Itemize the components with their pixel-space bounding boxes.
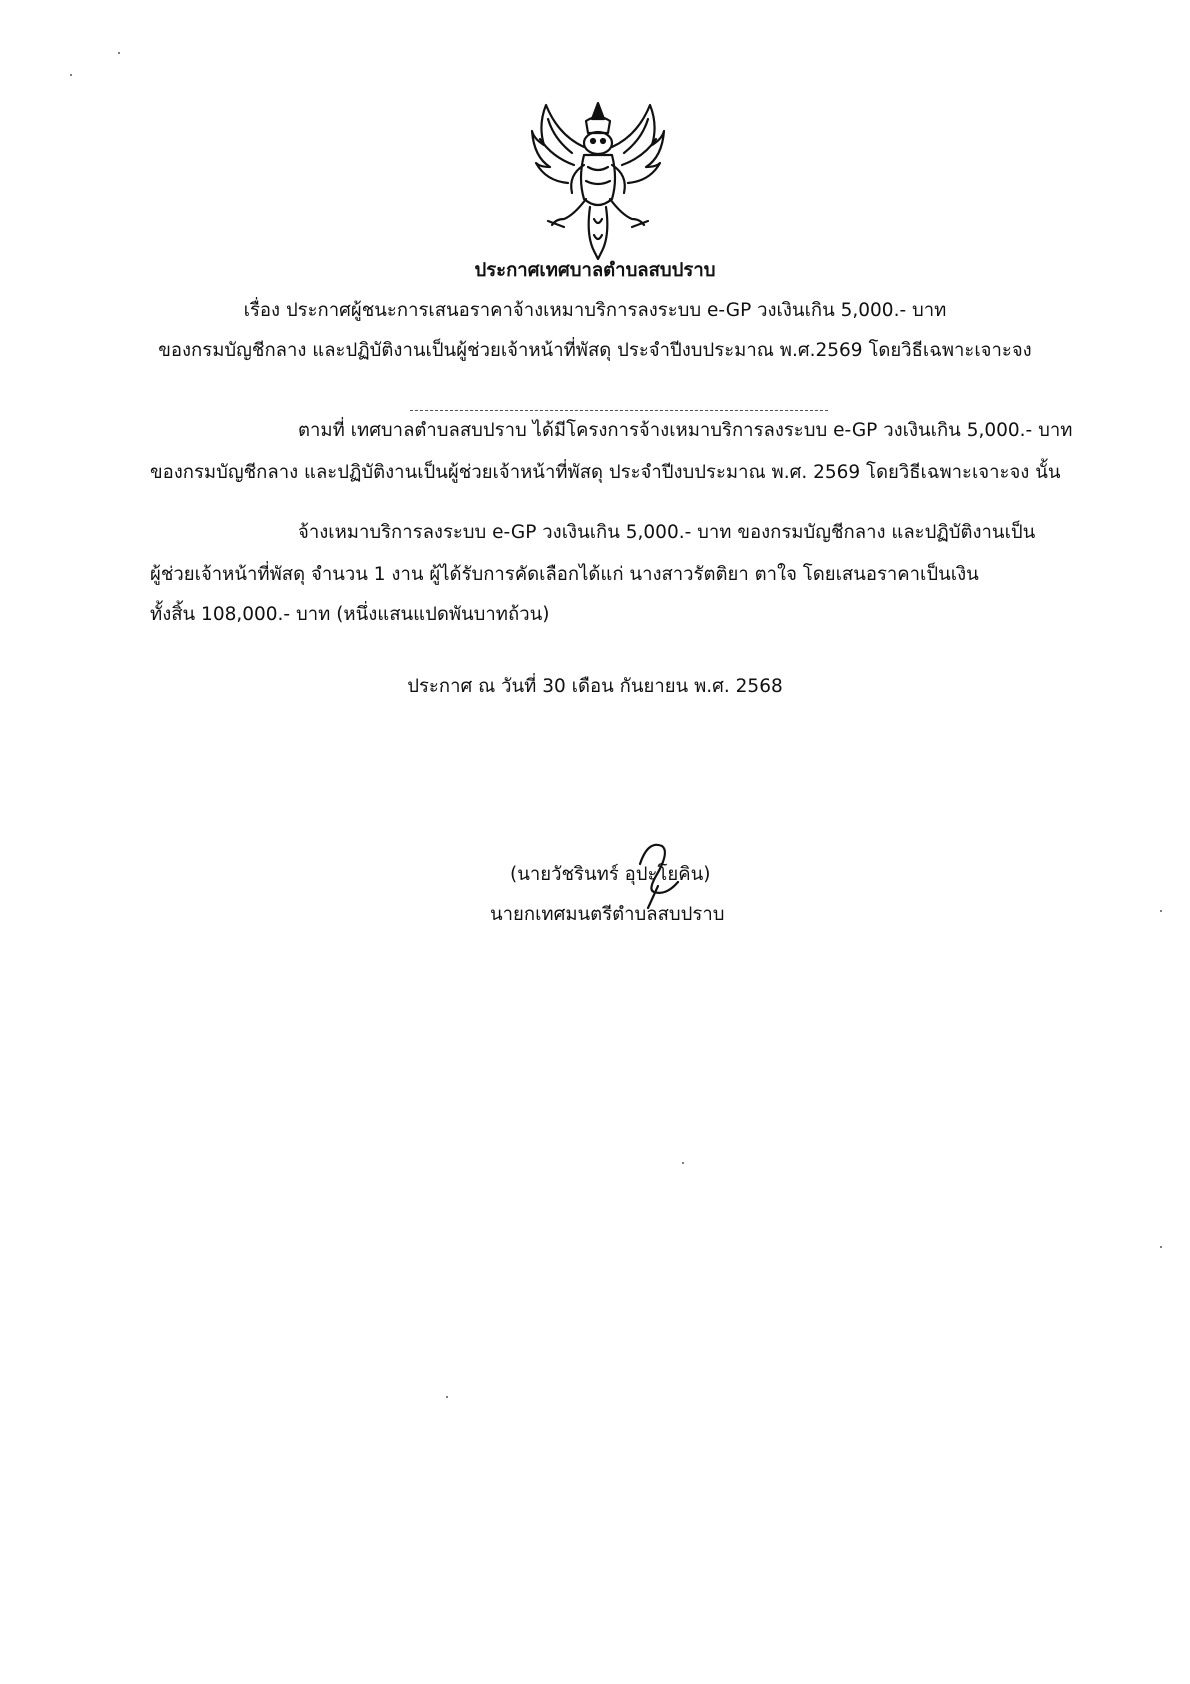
paragraph-1-line-1: ตามที่ เทศบาลตำบลสบปราบ ได้มีโครงการจ้างเหมาบริการลงระบบ e-GP วงเงินเกิน 5,000.- บาท <box>298 420 1073 441</box>
paragraph-2-line-3: ทั้งสิ้น 108,000.- บาท (หนึ่งแสนแปดพันบาทถ้วน) <box>150 604 550 625</box>
announcement-title: ประกาศเทศบาลตำบลสบปราบ <box>474 260 716 281</box>
signer-name: (นายวัชรินทร์ อุปะโยคิน) <box>510 864 711 885</box>
scan-speck <box>1160 910 1162 912</box>
scan-speck <box>1160 1246 1162 1248</box>
scan-speck <box>70 74 72 76</box>
paragraph-2-line-2: ผู้ช่วยเจ้าหน้าที่พัสดุ จำนวน 1 งาน ผู้ได้รับการคัดเลือกได้แก่ นางสาวรัตติยา ตาใจ โดยเสนอราคาเป็นเงิน <box>150 564 979 585</box>
scan-speck <box>446 1396 448 1398</box>
signer-position: นายกเทศมนตรีตำบลสบปราบ <box>490 904 725 925</box>
divider-line <box>410 410 828 411</box>
garuda-emblem-icon <box>528 95 668 263</box>
subject-line-1: เรื่อง ประกาศผู้ชนะการเสนอราคาจ้างเหมาบริการลงระบบ e-GP วงเงินเกิน 5,000.- บาท <box>243 300 947 321</box>
subject-line-2: ของกรมบัญชีกลาง และปฏิบัติงานเป็นผู้ช่วยเจ้าหน้าที่พัสดุ ประจำปีงบประมาณ พ.ศ.2569 โดยวิธีเฉพาะเจาะจง <box>158 340 1032 361</box>
paragraph-2-line-1: จ้างเหมาบริการลงระบบ e-GP วงเงินเกิน 5,000.- บาท ของกรมบัญชีกลาง และปฏิบัติงานเป็น <box>298 522 1036 543</box>
scan-speck <box>118 52 120 54</box>
announcement-date: ประกาศ ณ วันที่ 30 เดือน กันยายน พ.ศ. 2568 <box>407 676 783 697</box>
paragraph-1-line-2: ของกรมบัญชีกลาง และปฏิบัติงานเป็นผู้ช่วยเจ้าหน้าที่พัสดุ ประจำปีงบประมาณ พ.ศ. 2569 โดยวิธีเฉพาะเจาะจง นั้น <box>150 462 1061 483</box>
scan-speck <box>682 1162 684 1164</box>
